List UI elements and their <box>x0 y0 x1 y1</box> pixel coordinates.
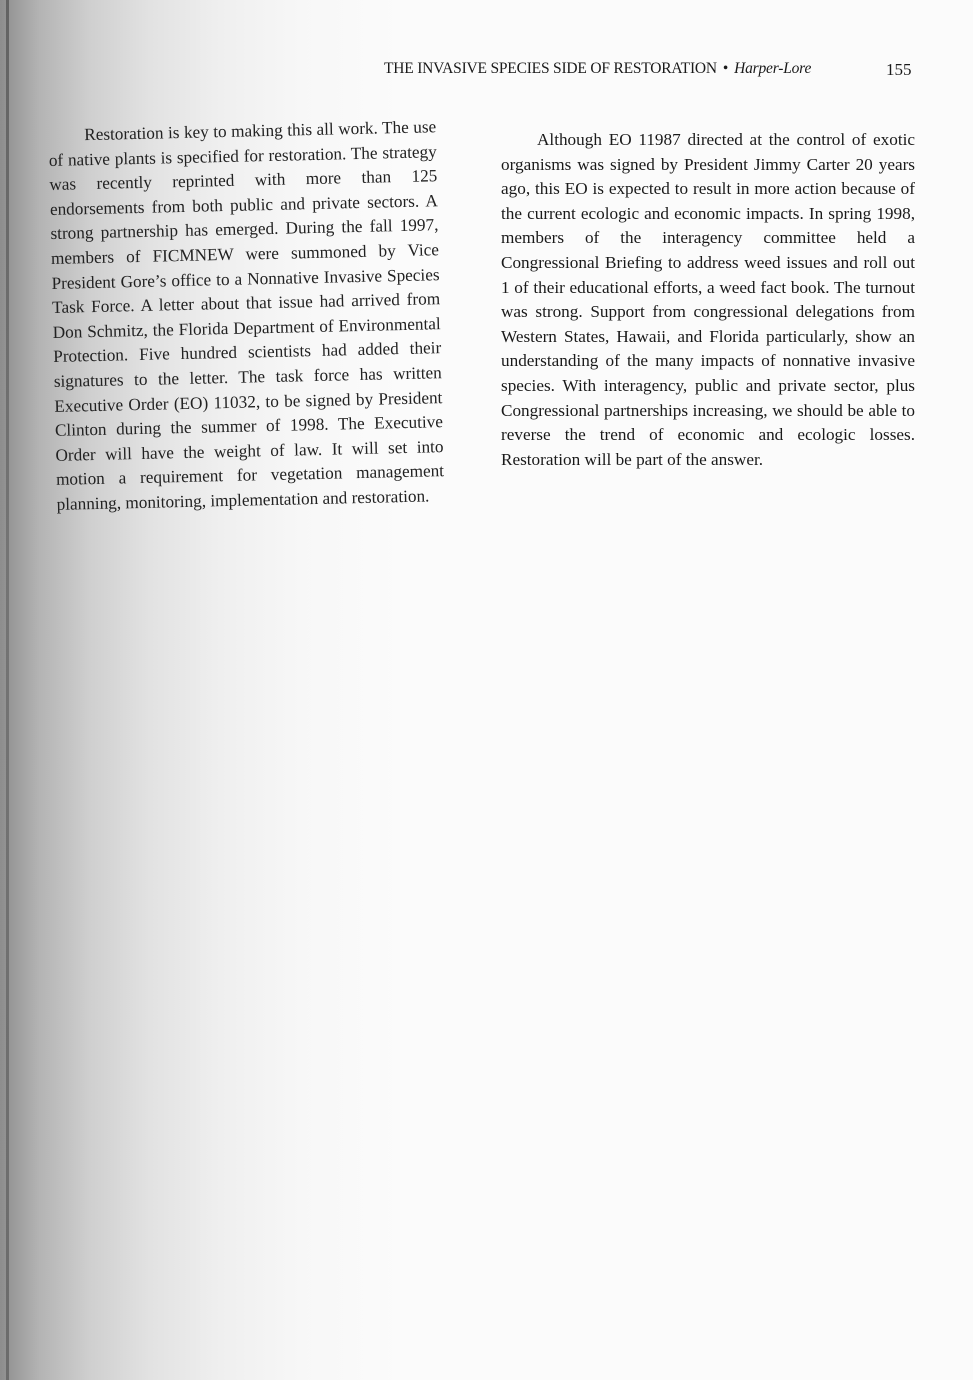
running-title: THE INVASIVE SPECIES SIDE OF RESTORATION <box>384 60 717 77</box>
running-head <box>384 60 811 78</box>
running-head-author: Harper-Lore <box>734 60 812 77</box>
right-column <box>501 128 915 472</box>
page-number: 155 <box>886 60 912 79</box>
binding-gutter <box>6 0 9 1380</box>
running-head-separator: • <box>722 60 729 77</box>
left-column <box>48 115 445 517</box>
left-column-paragraph: Restoration is key to making this all work. The use of native plants is specified for restoration. The strategy was recently reprinted with more than 125 endorsements from both public and private sectors. A strong partnership has emerged. During the fall 1997, members of FICMNEW were summoned by Vice President Gore’s office to a Nonnative Invasive Species Task Force. A letter about that issue had arrived from Don Schmitz, the Florida Department of Environmental Protection. Five hundred scientists had added their signatures to the letter. The task force has written Executive Order (EO) 11032, to be signed by President Clinton during the summer of 1998. The Executive Order will have the weight of law. It will set into motion a requirement for vegetation management planning, monitoring, implementation and restoration. <box>48 117 445 514</box>
right-column-paragraph: Although EO 11987 directed at the control of exotic organisms was signed by President Jimmy Carter 20 years ago, this EO is expected to result in more action because of the current ecologic and economic impacts. In spring 1998, members of the interagency committee held a Congressional Briefing to address weed issues and roll out 1 of their educational efforts, a weed fact book. The turnout was strong. Support from congressional delegations from Western States, Hawaii, and Florida particularly, show an understanding of the many impacts of nonnative invasive species. With interagency, public and private sector, plus Congressional partnerships increasing, we should be able to reverse the trend of economic and ecologic losses. Restoration will be part of the answer. <box>501 130 915 469</box>
